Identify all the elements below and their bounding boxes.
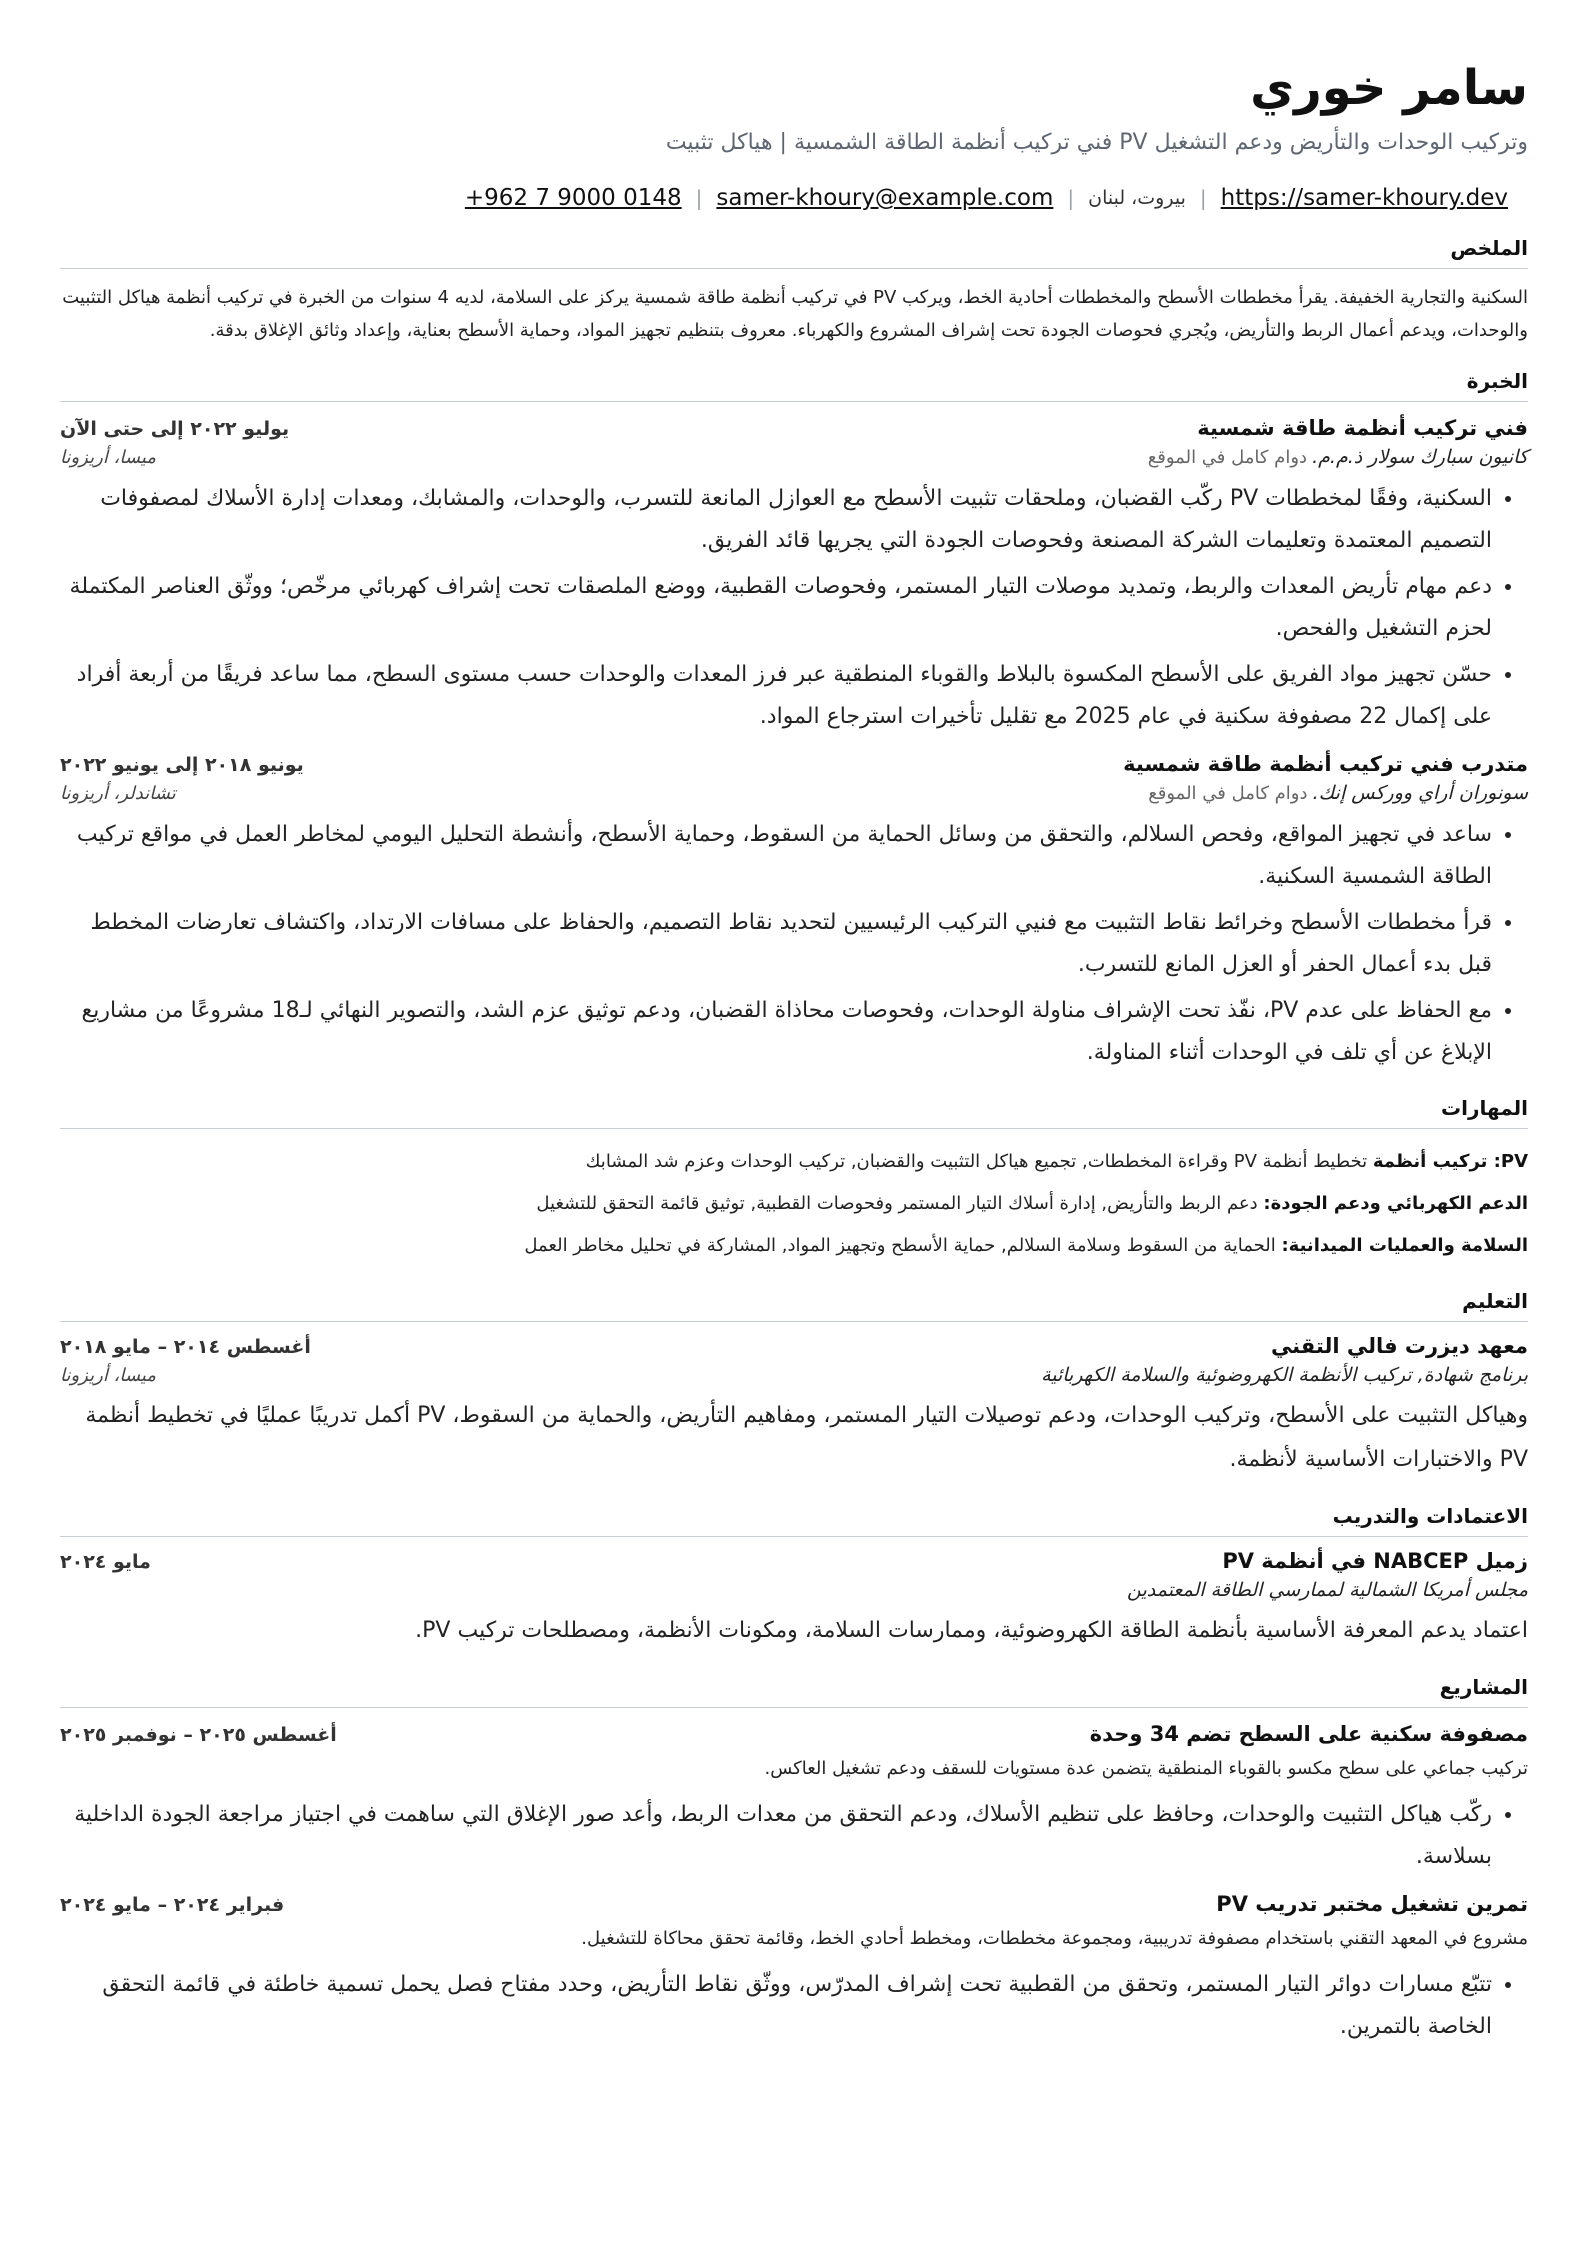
section-title: المشاريع <box>60 1675 1528 1708</box>
project-entry <box>60 1892 1528 2048</box>
project-bullets <box>60 1794 1528 1878</box>
education-program: برنامج شهادة, تركيب الأنظمة الكهروضوئية والسلامة الكهربائية <box>1041 1364 1528 1386</box>
location-text: بيروت، لبنان <box>1088 187 1186 209</box>
contact-bar <box>60 182 1528 214</box>
summary-text: السكنية والتجارية الخفيفة. يقرأ مخططات الأسطح والمخططات أحادية الخط، ويركب PV في تركيب أنظمة طاقة شمسية يركز على السلامة، لديه 4 سنوات من الخبرة في تركيب أنظمة هياكل التثبيت والوحدات، ويدعم أعمال الربط والتأريض، ويُجري فحوصات الجودة تحت إشراف المشروع والكهرباء. معروف بتنظيم تجهيز المواد، وحماية الأسطح بعناية، وإعداد وثائق الإغلاق بدقة. <box>62 287 1528 341</box>
summary-section <box>60 236 1528 347</box>
section-title: المهارات <box>60 1096 1528 1129</box>
list-item: • تتبّع مسارات دوائر التيار المستمر، وتحقق من القطبية تحت إشراف المدرّس، ووثّق نقاط التأريض، وحدد مفتاح فصل يحمل تسمية خاطئة في قائمة التحقق الخاصة بالتمرين. <box>60 1964 1492 2048</box>
email-link[interactable]: samer-khoury@example.com <box>716 185 1054 211</box>
list-item: • السكنية، وفقًا لمخططات PV ركّب القضبان، وملحقات تثبيت الأسطح مع العوازل المانعة للتسرب، والوحدات، والمشابك، ومعدات إدارة الأسلاك لمصفوفات التصميم المعتمدة وتعليمات الشركة المصنعة وفحوصات الجودة التي يجريها قائد الفريق. <box>60 478 1492 562</box>
job-date: يوليو ٢٠٢٢ إلى حتى الآن <box>60 418 290 440</box>
education-description: وهياكل التثبيت على الأسطح، وتركيب الوحدات، ودعم توصيلات التيار المستمر، ومفاهيم التأريض، والحماية من السقوط، PV أكمل تدريبًا عمليًا في تخطيط أنظمة PV والاختبارات الأساسية لأنظمة. <box>85 1403 1528 1472</box>
skills-text: الحماية من السقوط وسلامة السلالم, حماية الأسطح وتجهيز المواد, المشاركة في تحليل مخاطر العمل <box>524 1235 1282 1256</box>
certification-name: زميل NABCEP في أنظمة PV <box>1222 1549 1528 1573</box>
job-bullets <box>60 814 1528 1074</box>
website-link[interactable]: https://samer-khoury.dev <box>1220 185 1508 211</box>
skills-section <box>60 1096 1528 1267</box>
list-item: • مع الحفاظ على عدم PV، نفّذ تحت الإشراف مناولة الوحدات، وفحوصات محاذاة القضبان، ودعم توثيق عزم الشد، والتصوير النهائي لـ18 مشروعًا من مشاريع الإبلاغ عن أي تلف في الوحدات أثناء المناولة. <box>60 990 1492 1074</box>
candidate-headline: وتركيب الوحدات والتأريض ودعم التشغيل PV فني تركيب أنظمة الطاقة الشمسية | هياكل تثبيت <box>665 130 1528 155</box>
separator: | <box>1199 186 1207 210</box>
job-entry <box>60 752 1528 1074</box>
separator: | <box>1067 186 1075 210</box>
phone-link[interactable]: +962 7 9000 0148 <box>464 185 682 211</box>
job-entry <box>60 416 1528 738</box>
list-item: • دعم مهام تأريض المعدات والربط، وتمديد موصلات التيار المستمر، وفحوصات القطبية، ووضع الملصقات تحت إشراف كهربائي مرخّص؛ ووثّق العناصر المكتملة لحزم التشغيل والفحص. <box>60 566 1492 650</box>
skills-line <box>60 1141 1528 1183</box>
section-title: الاعتمادات والتدريب <box>60 1504 1528 1537</box>
certification-issuer: مجلس أمريكا الشمالية لممارسي الطاقة المعتمدين <box>1126 1579 1528 1601</box>
job-type: دوام كامل في الموقع <box>1147 447 1308 468</box>
skills-text: تخطيط أنظمة PV وقراءة المخططات, تجميع هياكل التثبيت والقضبان, تركيب الوحدات وعزم شد المشابك <box>585 1151 1373 1172</box>
certifications-section <box>60 1504 1528 1653</box>
skills-line <box>60 1225 1528 1267</box>
job-role: متدرب فني تركيب أنظمة طاقة شمسية <box>1123 752 1528 776</box>
list-item: • ركّب هياكل التثبيت والوحدات، وحافظ على تنظيم الأسلاك، ودعم التحقق من معدات الربط، وأعد صور الإغلاق التي ساهمت في اجتياز مراجعة الجودة الداخلية بسلاسة. <box>60 1794 1492 1878</box>
skills-text: دعم الربط والتأريض, إدارة أسلاك التيار المستمر وفحوصات القطبية, توثيق قائمة التحقق للتشغيل <box>536 1193 1264 1214</box>
skills-label: الدعم الكهربائي ودعم الجودة: <box>1263 1193 1528 1214</box>
projects-section <box>60 1675 1528 2048</box>
section-title: الخبرة <box>60 369 1528 402</box>
education-date: أغسطس ٢٠١٤ – مايو ٢٠١٨ <box>60 1336 311 1358</box>
experience-section <box>60 369 1528 1074</box>
education-location: ميسا، أريزونا <box>60 1365 156 1386</box>
job-date: يونيو ٢٠١٨ إلى يونيو ٢٠٢٢ <box>60 754 304 776</box>
job-company: كانيون سبارك سولار ذ.م.م. <box>1312 446 1528 468</box>
school-name: معهد ديزرت فالي التقني <box>1270 1334 1528 1358</box>
job-location: ميسا، أريزونا <box>60 447 156 468</box>
job-type: دوام كامل في الموقع <box>1148 783 1308 804</box>
project-date: فبراير ٢٠٢٤ – مايو ٢٠٢٤ <box>60 1894 285 1916</box>
list-item: • قرأ مخططات الأسطح وخرائط نقاط التثبيت مع فنيي التركيب الرئيسيين لتحديد نقاط التصميم، والحفاظ على مسافات الارتداد، واكتشاف تعارضات المخطط قبل بدء أعمال الحفر أو العزل المانع للتسرب. <box>60 902 1492 986</box>
skills-line <box>60 1183 1528 1225</box>
section-title: الملخص <box>60 236 1528 269</box>
section-title: التعليم <box>60 1289 1528 1322</box>
job-location: تشاندلر، أريزونا <box>60 783 176 804</box>
certification-date: مايو ٢٠٢٤ <box>60 1551 151 1573</box>
candidate-name: سامر خوري <box>1250 60 1528 116</box>
job-company: سونوران أراي ووركس إنك. <box>1312 782 1528 804</box>
certification-description: اعتماد يدعم المعرفة الأساسية بأنظمة الطاقة الكهروضوئية، وممارسات السلامة، ومكونات الأنظمة، ومصطلحات تركيب PV. <box>415 1618 1528 1643</box>
project-entry <box>60 1722 1528 1878</box>
project-name: تمرين تشغيل مختبر تدريب PV <box>1216 1892 1528 1916</box>
list-item: • ساعد في تجهيز المواقع، وفحص السلالم، والتحقق من وسائل الحماية من السقوط، وحماية الأسطح، وأنشطة التحليل اليومي لمخاطر العمل في مواقع تركيب الطاقة الشمسية السكنية. <box>60 814 1492 898</box>
job-bullets <box>60 478 1528 738</box>
job-role: فني تركيب أنظمة طاقة شمسية <box>1197 416 1528 440</box>
project-name: مصفوفة سكنية على السطح تضم 34 وحدة <box>1089 1722 1528 1746</box>
education-section <box>60 1289 1528 1482</box>
project-bullets <box>60 1964 1528 2048</box>
project-description: مشروع في المعهد التقني باستخدام مصفوفة تدريبية، ومجموعة مخططات، ومخطط أحادي الخط، وقائمة تحقق محاكاة للتشغيل. <box>581 1928 1528 1949</box>
separator: | <box>695 186 703 210</box>
project-date: أغسطس ٢٠٢٥ – نوفمبر ٢٠٢٥ <box>60 1724 337 1746</box>
list-item: • حسّن تجهيز مواد الفريق على الأسطح المكسوة بالبلاط والقوباء المنطقية عبر فرز المعدات والوحدات حسب مستوى السطح، مما ساعد فريقًا من أربعة أفراد على إكمال 22 مصفوفة سكنية في عام 2025 مع تقليل تأخيرات استرجاع المواد. <box>60 654 1492 738</box>
skills-label: PV: تركيب أنظمة <box>1372 1151 1528 1172</box>
project-description: تركيب جماعي على سطح مكسو بالقوباء المنطقية يتضمن عدة مستويات للسقف ودعم تشغيل العاكس. <box>764 1758 1528 1779</box>
skills-label: السلامة والعمليات الميدانية: <box>1281 1235 1528 1256</box>
